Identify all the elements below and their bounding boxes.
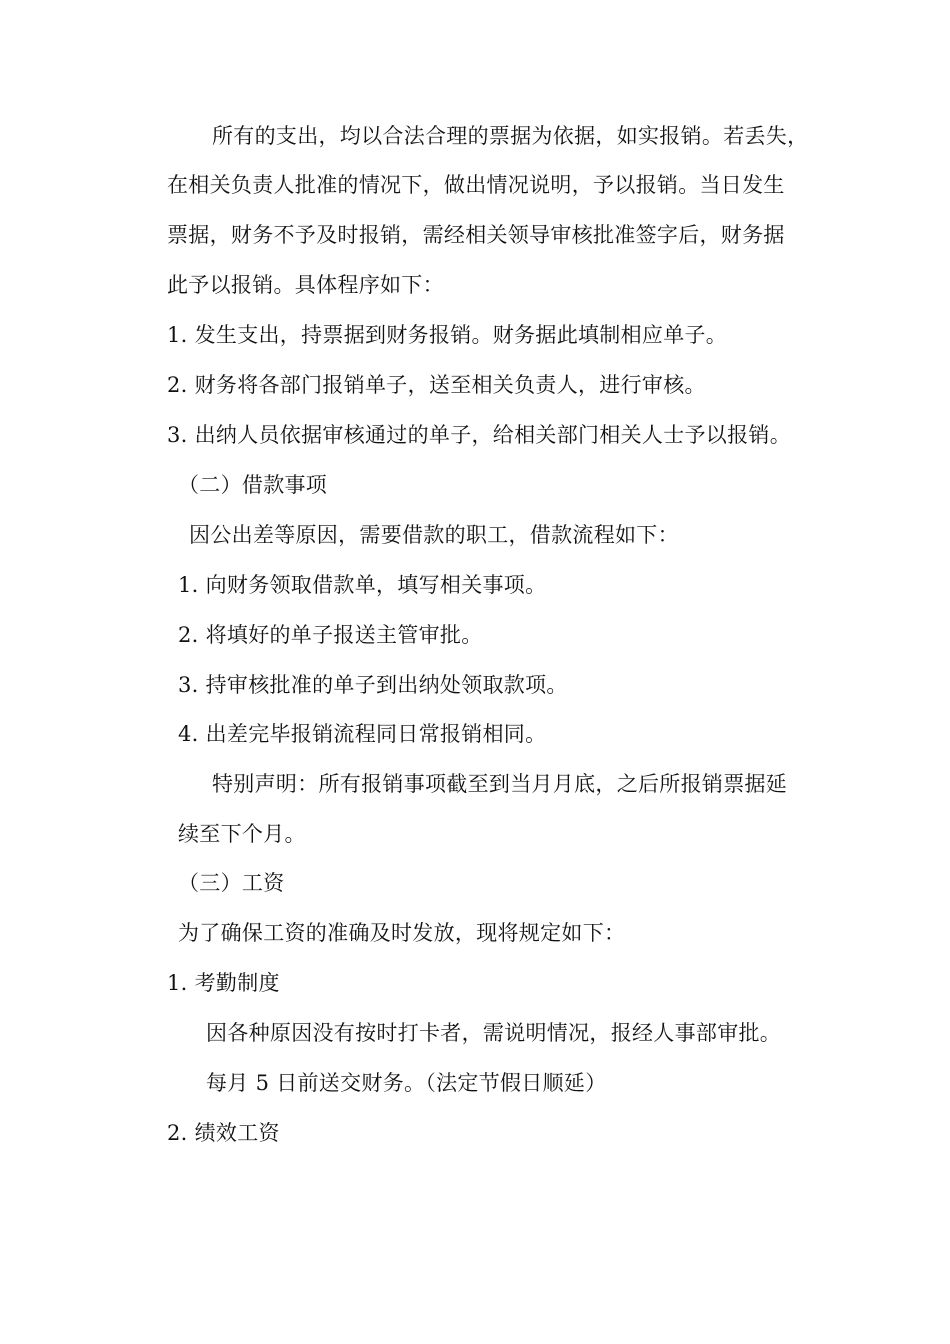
loan-intro: 因公出差等原因，需要借款的职工，借款流程如下： [189,523,679,547]
intro-line-2: 在相关负责人批准的情况下，做出情况说明，予以报销。当日发生 [167,173,785,197]
loan-step-3: 3. 持审核批准的单子到出纳处领取款项。 [178,673,568,697]
performance-title: 2. 绩效工资 [167,1121,280,1145]
loan-heading: （二）借款事项 [178,473,328,497]
attendance-title: 1. 考勤制度 [167,971,280,995]
reimburse-step-3: 3. 出纳人员依据审核通过的单子，给相关部门相关人士予以报销。 [167,423,792,447]
notice-line-1: 特别声明：所有报销事项截至到当月月底，之后所报销票据延 [212,772,788,796]
loan-step-4: 4. 出差完毕报销流程同日常报销相同。 [178,722,547,746]
loan-step-1: 1. 向财务领取借款单，填写相关事项。 [178,573,547,597]
reimburse-step-2: 2. 财务将各部门报销单子，送至相关负责人，进行审核。 [167,373,706,397]
loan-step-2: 2. 将填好的单子报送主管审批。 [178,623,483,647]
salary-heading: （三）工资 [178,871,285,895]
reimburse-step-1: 1. 发生支出，持票据到财务报销。财务据此填制相应单子。 [167,323,728,347]
attendance-line-2: 每月 5 日前送交财务。（法定节假日顺延） [206,1071,607,1095]
notice-line-2: 续至下个月。 [178,822,306,846]
intro-line-3: 票据，财务不予及时报销，需经相关领导审核批准签字后，财务据 [167,223,785,247]
attendance-line-1: 因各种原因没有按时打卡者，需说明情况，报经人事部审批。 [206,1021,782,1045]
intro-line-4: 此予以报销。具体程序如下： [167,273,444,297]
intro-line-1: 所有的支出，均以合法合理的票据为依据，如实报销。若丢失， [212,124,809,148]
salary-intro: 为了确保工资的准确及时发放，现将规定如下： [178,921,626,945]
